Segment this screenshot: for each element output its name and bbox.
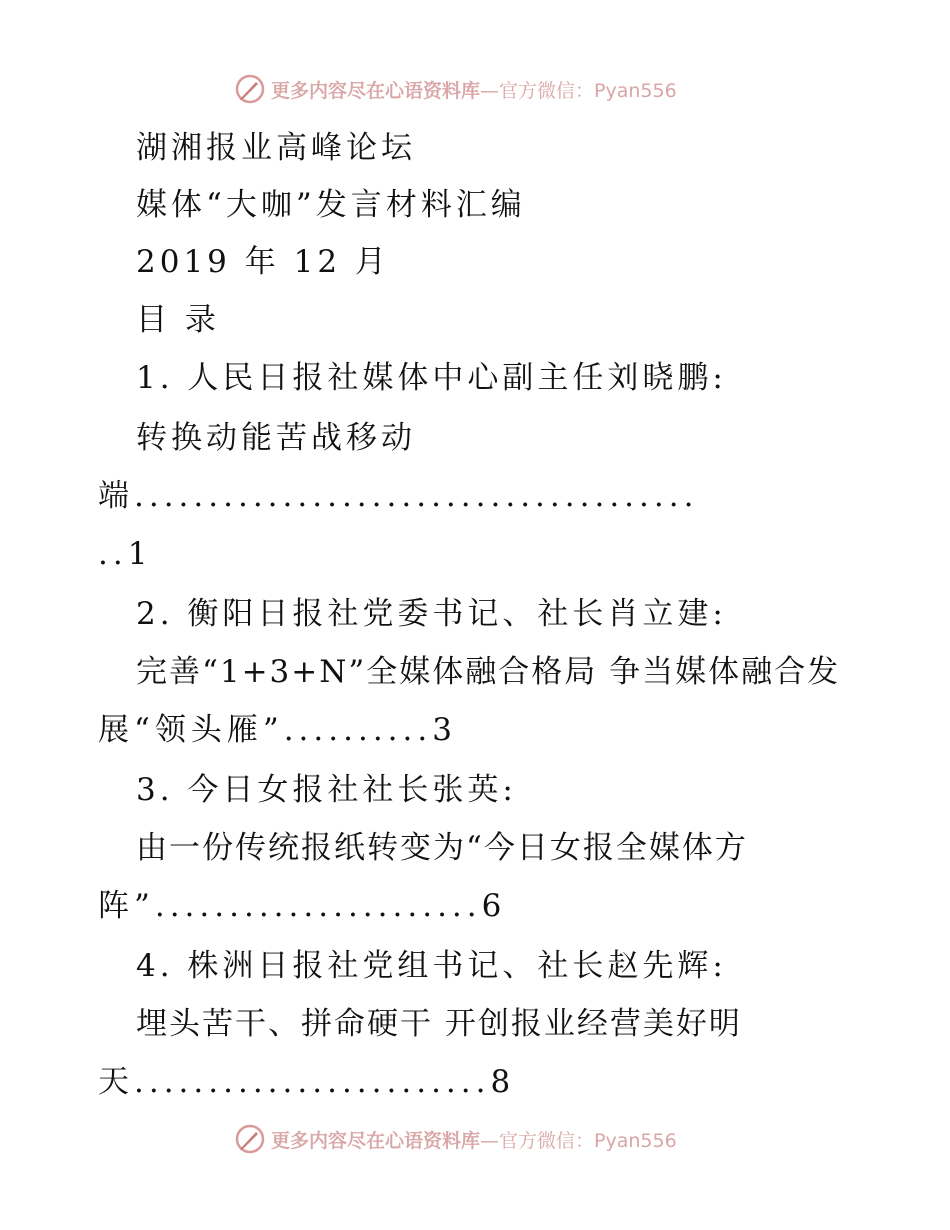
watermark-suffix: —官方微信：Pyan556 [480,79,677,102]
quill-pen-icon [235,1124,265,1154]
doc-title-line2: 媒体“大咖”发言材料汇编 [136,187,526,223]
toc-item-2-heading: 2. 衡阳日报社党委书记、社长肖立建: [136,596,727,632]
quill-pen-icon [235,74,265,104]
toc-item-4-title: 埋头苦干、拼命硬干 开创报业经营美好明 [136,1006,742,1042]
toc-item-2-title-cont: 展“领头雁”..........3 [98,712,457,748]
watermark-text: 更多内容尽在心语资料库 [271,79,481,102]
toc-item-3-heading: 3. 今日女报社社长张英: [136,772,517,808]
toc-item-1-title-cont: 端...................................... [98,478,699,514]
toc-item-1-page: ..1 [98,536,153,572]
toc-item-1-title: 转换动能苦战移动 [136,420,416,456]
toc-item-1-heading: 1. 人民日报社媒体中心副主任刘晓鹏: [136,360,727,396]
toc-item-3-title: 由一份传统报纸转变为“今日女报全媒体方 [136,830,748,866]
watermark-bottom [235,1122,677,1156]
doc-title-line1: 湖湘报业高峰论坛 [136,130,416,166]
doc-date: 2019 年 12 月 [136,244,390,280]
toc-item-2-title: 完善“1+3+N”全媒体融合格局 争当媒体融合发 [136,654,841,690]
toc-item-3-title-cont: 阵”......................6 [98,888,507,924]
toc-heading: 目 录 [136,302,220,338]
toc-item-4-title-cont: 天........................8 [98,1064,516,1100]
watermark-suffix: —官方微信：Pyan556 [480,1129,677,1152]
watermark-text: 更多内容尽在心语资料库 [271,1129,481,1152]
toc-item-4-heading: 4. 株洲日报社党组书记、社长赵先辉: [136,948,727,984]
watermark-top [235,72,677,106]
